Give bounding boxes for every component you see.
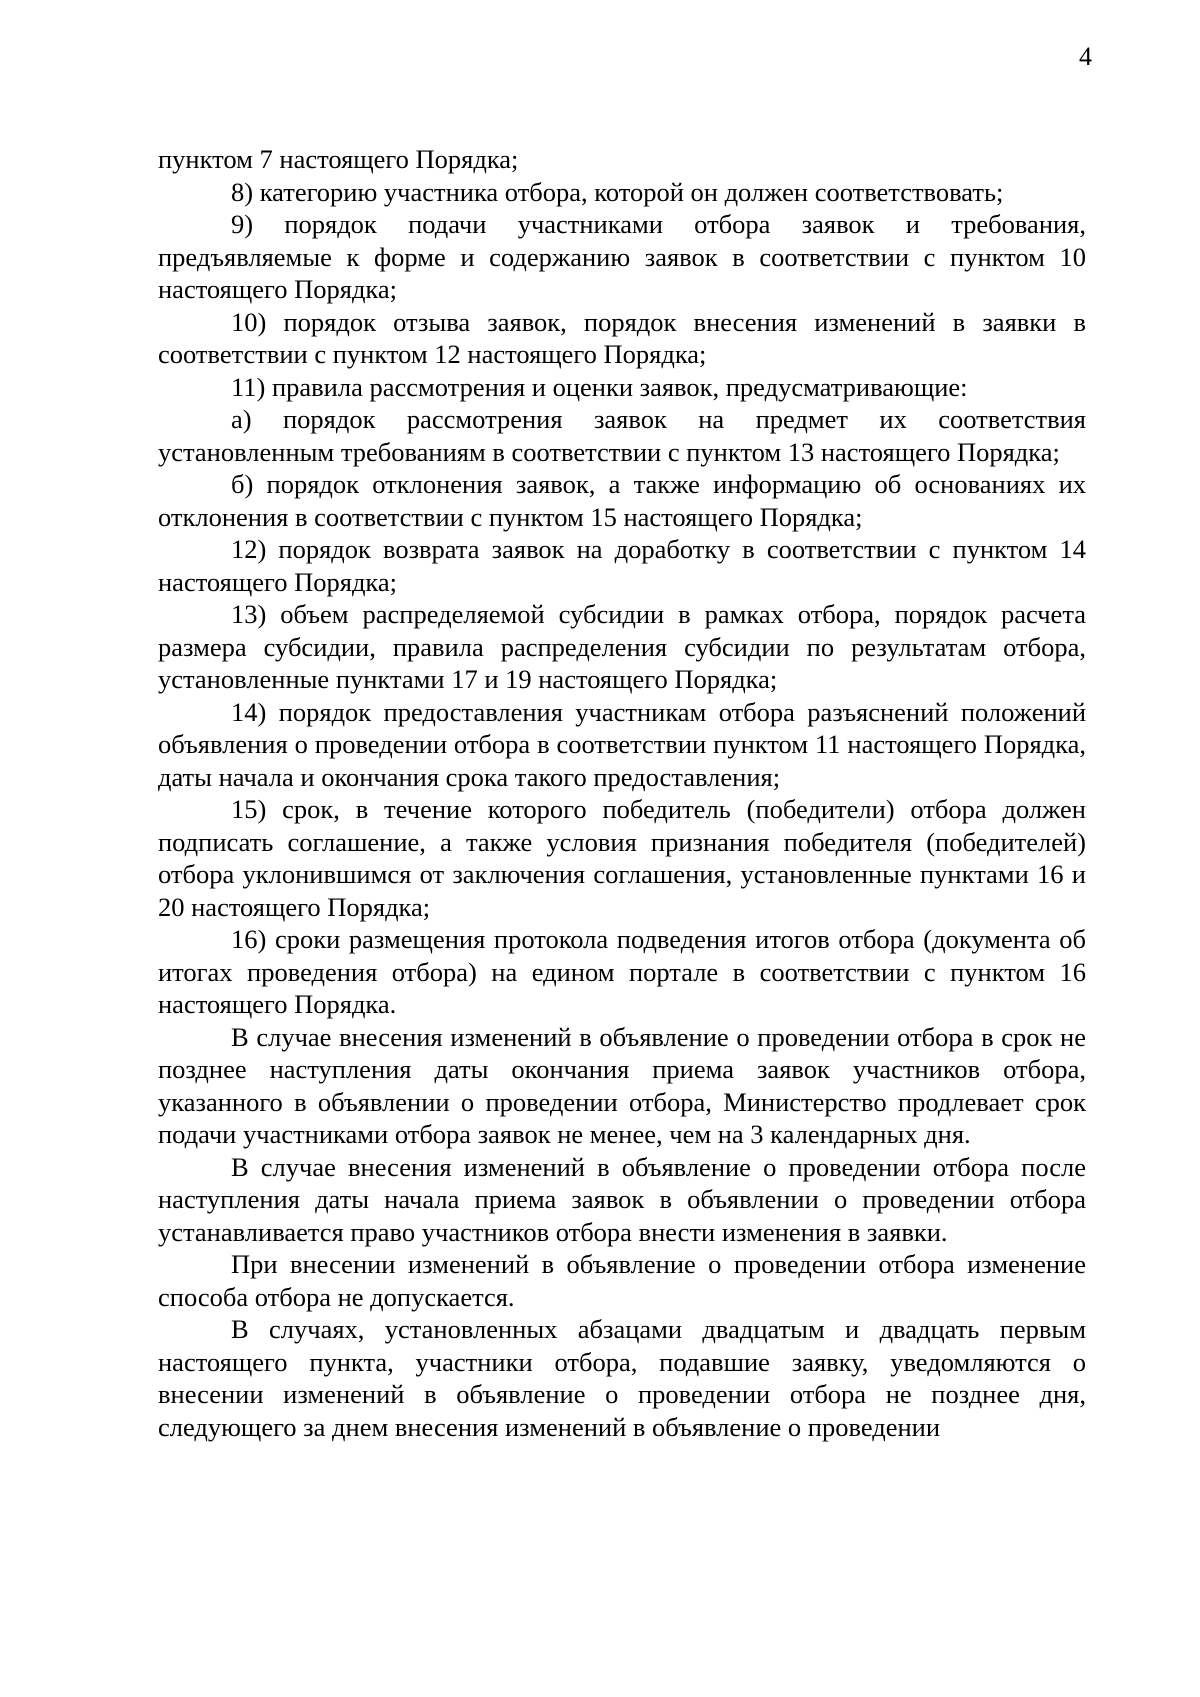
paragraph: 11) правила рассмотрения и оценки заявок, предусматривающие: bbox=[231, 371, 968, 402]
paragraph: 15) срок, в течение которого победитель (победители) отбора должен подписать соглашение, а также условия признания победителя (победителей) отбора уклонившимся от заключения соглашения, установленные пунктами 16 и 20 настоящего Порядка; bbox=[158, 794, 1086, 922]
paragraph: В случае внесения изменений в объявление о проведении отбора после наступления даты начала приема заявок в объявлении о проведении отбора устанавливается право участников отбора внести изменения в заявки. bbox=[158, 1151, 1086, 1247]
paragraph: 12) порядок возврата заявок на доработку в соответствии с пунктом 14 настоящего Порядка; bbox=[158, 534, 1086, 597]
paragraph: 16) сроки размещения протокола подведения итогов отбора (документа об итогах проведения отбора) на едином портале в соответствии с пунктом 16 настоящего Порядка. bbox=[158, 924, 1086, 1019]
paragraph: 13) объем распределяемой субсидии в рамках отбора, порядок расчета размера субсидии, правила распределения субсидии по результатам отбора, установленные пунктами 17 и 19 настоящего Порядка; bbox=[158, 599, 1086, 694]
paragraph: 10) порядок отзыва заявок, порядок внесения изменений в заявки в соответствии с пунктом 12 настоящего Порядка; bbox=[158, 306, 1086, 369]
paragraph: 14) порядок предоставления участникам отбора разъяснений положений объявления о проведении отбора в соответствии пунктом 11 настоящего Порядка, даты начала и окончания срока такого предоставления; bbox=[158, 696, 1086, 792]
page-number: 4 bbox=[1079, 42, 1092, 71]
paragraph: б) порядок отклонения заявок, а также информацию об основаниях их отклонения в соответствии с пунктом 15 настоящего Порядка; bbox=[158, 469, 1086, 532]
paragraph: В случаях, установленных абзацами двадцатым и двадцать первым настоящего пункта, участники отбора, подавшие заявку, уведомляются о внесении изменений в объявление о проведении отбора не позднее дня, следующего за днем внесения изменений в объявление о проведении bbox=[158, 1314, 1086, 1442]
paragraph: пунктом 7 настоящего Порядка; bbox=[158, 144, 519, 174]
paragraph: В случае внесения изменений в объявление о проведении отбора в срок не позднее наступления даты окончания приема заявок участников отбора, указанного в объявлении о проведении отбора, Министерство продлевает срок подачи участниками отбора заявок не менее, чем на 3 календарных дня. bbox=[158, 1021, 1086, 1149]
paragraph: При внесении изменений в объявление о проведении отбора изменение способа отбора не допускается. bbox=[158, 1249, 1086, 1312]
paragraph: а) порядок рассмотрения заявок на предмет их соответствия установленным требованиям в соответствии с пунктом 13 настоящего Порядка; bbox=[158, 404, 1086, 467]
paragraph: 8) категорию участника отбора, которой он должен соответствовать; bbox=[231, 176, 1004, 207]
paragraph: 9) порядок подачи участниками отбора заявок и требования, предъявляемые к форме и содержанию заявок в соответствии с пунктом 10 настоящего Порядка; bbox=[158, 209, 1086, 304]
document-body bbox=[158, 143, 1086, 1443]
